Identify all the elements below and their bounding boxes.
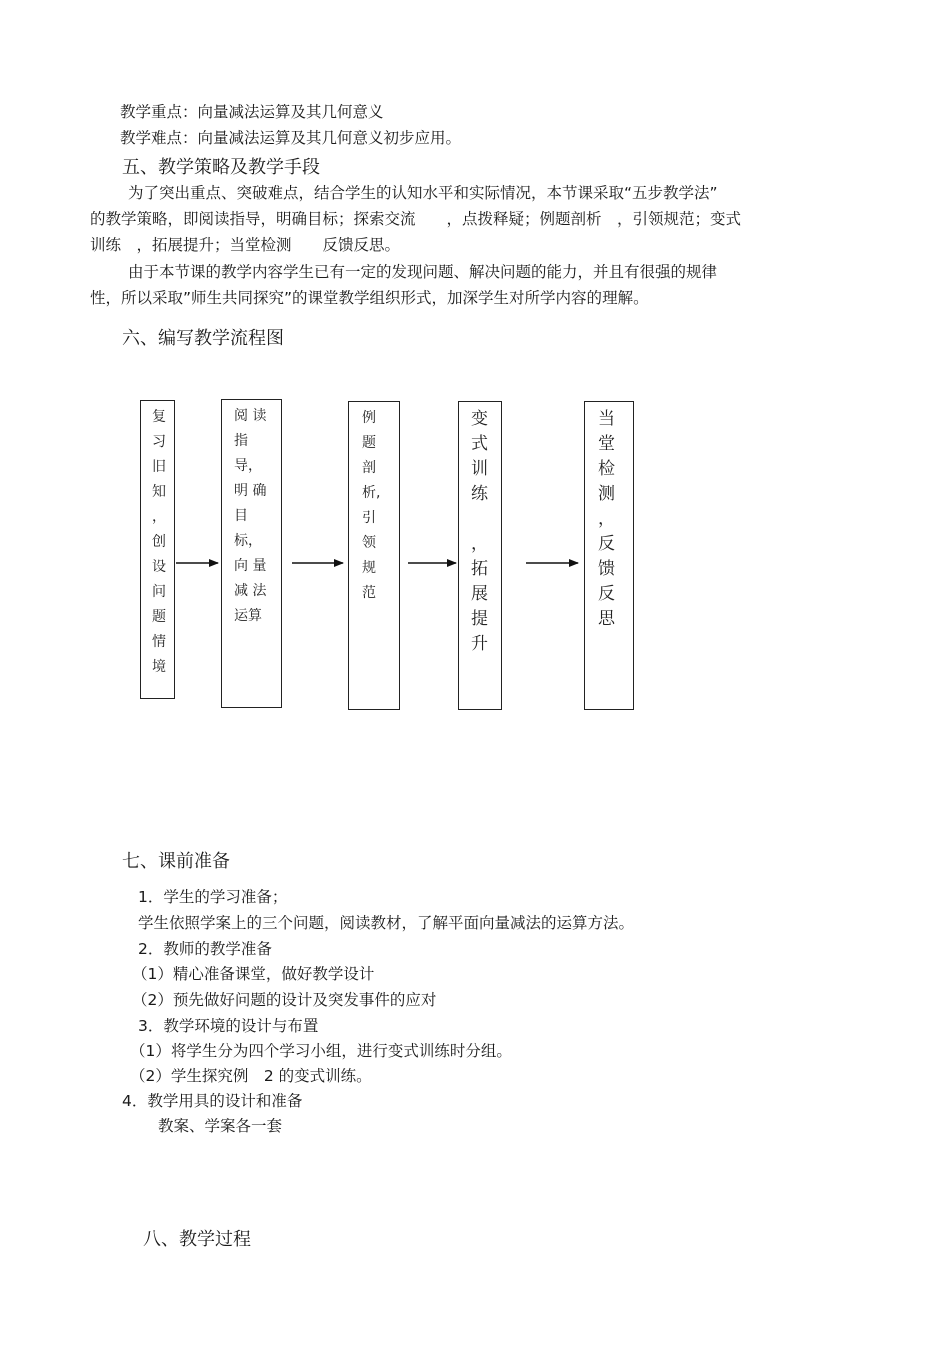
prep-item-3: 3．教学环境的设计与布置 (138, 1017, 319, 1035)
flow-step-example-analysis-text: 例 题 剖 析, 引 领 规 范 (362, 410, 381, 601)
prep-item-4-detail: 教案、学案各一套 (158, 1117, 283, 1135)
section-7-heading: 七、课前准备 (122, 851, 230, 872)
strategy-para1-line3: 训练 ，拓展提升；当堂检测 反馈反思。 (90, 236, 401, 254)
prep-item-4: 4．教学用具的设计和准备 (122, 1092, 303, 1110)
strategy-para2-line2: 性，所以采取”师生共同探究”的课堂教学组织形式，加深学生对所学内容的理解。 (90, 289, 649, 307)
prep-item-1: 1．学生的学习准备； (138, 888, 288, 906)
difficulty-line: 教学难点：向量减法运算及其几何意义初步应用。 (120, 129, 462, 147)
key-point-line: 教学重点：向量减法运算及其几何意义 (120, 103, 384, 121)
flow-step-class-test-text: 当 堂 检 测 ， 反 馈 反 思 (598, 409, 615, 629)
flow-step-reading-guide-text: 阅 读 指 导， 明 确 目 标， 向 量 减 法 运算 (234, 408, 267, 624)
section-8-heading: 八、教学过程 (143, 1229, 251, 1250)
flow-step-variant-training-text: 变 式 训 练 ， 拓 展 提 升 (471, 409, 488, 654)
prep-item-2-sub2: （2）预先做好问题的设计及突发事件的应对 (132, 991, 437, 1009)
prep-item-3-sub2: （2）学生探究例 2 的变式训练。 (130, 1067, 372, 1085)
prep-item-3-sub1: （1）将学生分为四个学习小组，进行变式训练时分组。 (130, 1042, 512, 1060)
section-5-heading: 五、教学策略及教学手段 (122, 157, 320, 178)
prep-item-2-sub1: （1）精心准备课堂，做好教学设计 (132, 965, 375, 983)
prep-item-1-detail: 学生依照学案上的三个问题，阅读教材，了解平面向量减法的运算方法。 (138, 914, 635, 932)
flow-step-review-text: 复 习 旧 知 ， 创 设 问 题 情 境 (152, 409, 166, 675)
strategy-para2-line1: 由于本节课的教学内容学生已有一定的发现问题、解决问题的能力，并且有很强的规律 (128, 263, 718, 281)
strategy-para1-line1: 为了突出重点、突破难点，结合学生的认知水平和实际情况，本节课采取“五步教学法” (128, 184, 718, 202)
section-6-heading: 六、编写教学流程图 (122, 328, 284, 349)
prep-item-2: 2．教师的教学准备 (138, 940, 272, 958)
strategy-para1-line2: 的教学策略，即阅读指导，明确目标；探索交流 ，点拨释疑；例题剖析 ，引领规范；变式 (90, 210, 742, 228)
